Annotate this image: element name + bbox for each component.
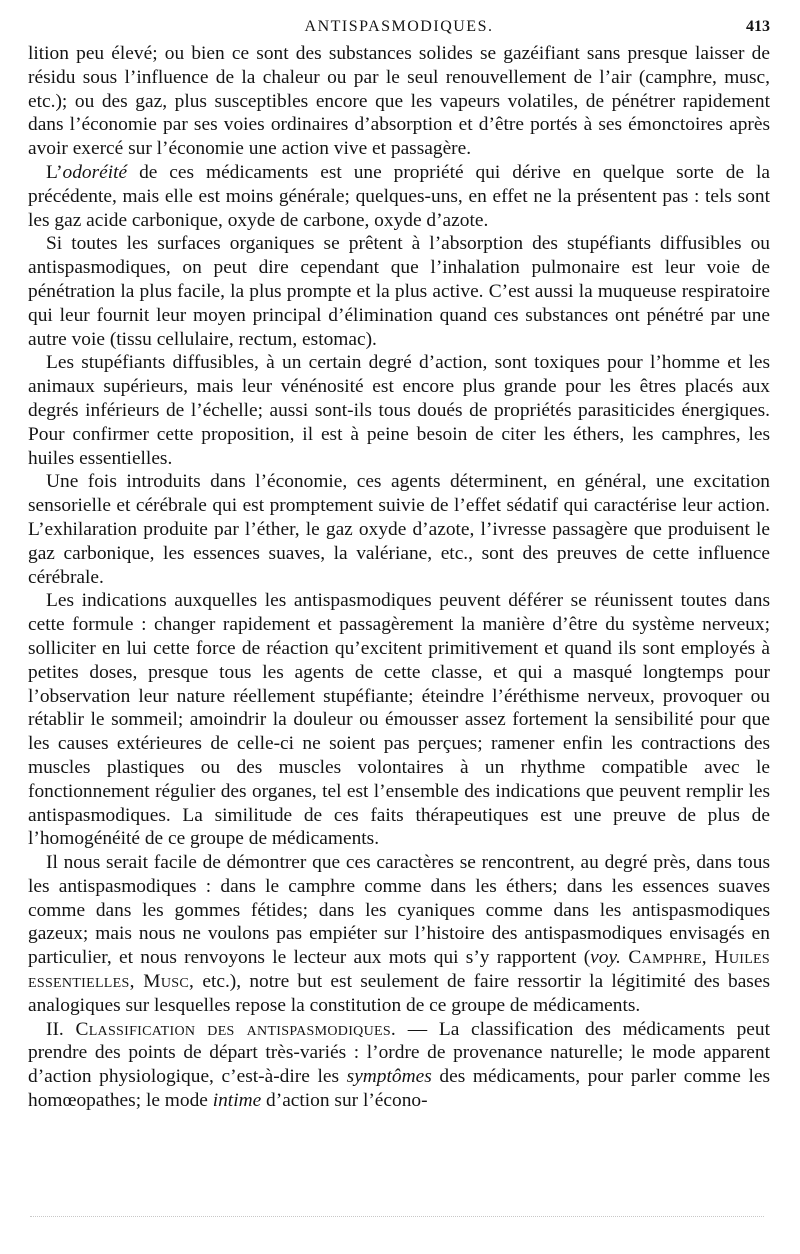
paragraph-text: — La classification des médicaments peut prendre des points de départ très-variés : l’ordre de provenance naturelle; le mode apparent d’action physiologique, c’est-à-dire les [28, 1018, 770, 1088]
document-page [28, 14, 770, 1113]
italic-term-symptomes: symptômes [346, 1066, 432, 1088]
paragraph-text: d’action sur l’écono- [261, 1090, 428, 1112]
italic-term-odoreite: odoréité [62, 161, 128, 183]
paragraph-classification [28, 1018, 770, 1113]
page-number: 413 [746, 18, 770, 35]
paragraph-text: Il nous serait facile de démontrer que ces caractères se rencontrent, au degré près, dans tous les antispasmodiques : dans le camphre comme dans les éthers; dans les essences suaves comme dans les gommes fétides; dans les cyaniques comme dans les antispasmodiques gazeux; mais nous ne voulons pas empiéter sur l’histoire des antispasmodiques envisagés en particulier, et nous renvoyons le lecteur aux mots qui s’y rapportent ( [28, 852, 770, 969]
italic-term-intime: intime [212, 1090, 262, 1112]
paragraph-absorption: Si toutes les surfaces organiques se prêtent à l’absorption des stupéfiants diffusibles ou antispasmodiques, on peut dire cependant que l’inhalation pulmonaire est leur voie de pénétration la plus facile, la plus prompte et la plus active. C’est aussi la muqueuse respiratoire qui leur fournit leur moyen principal d’élimination quand ces substances ont pénétré par une autre voie (tissu cellulaire, rectum, estomac). [28, 233, 770, 350]
paragraph-lead: L’ [46, 161, 63, 183]
footer-rule [30, 1216, 764, 1217]
section-heading: Classification des antispasmodiques. [75, 1018, 397, 1040]
running-head [28, 14, 770, 42]
body-text [28, 42, 770, 1113]
paragraph-characters [28, 851, 770, 1018]
italic-voy: voy. [590, 947, 621, 969]
paragraph-continuation: lition peu élevé; ou bien ce sont des substances solides se gazéifiant sans presque laisser de résidu sous l’influence de la chaleur ou par le seul renouvellement de l’air (camphre, musc, etc.); ou des gaz, plus susceptibles encore que les vapeurs volatiles, de pénétrer rapidement dans l’économie par ses voies ordinaires d’absorption et d’être portés à ses émonctoires après avoir exercé sur l’économie une action vive et passagère. [28, 43, 770, 160]
paragraph-text: des médicaments, pour parler comme les homœopathes; le mode [28, 1066, 770, 1112]
paragraph-excitation: Une fois introduits dans l’économie, ces agents déterminent, en général, une excitation sensorielle et cérébrale qui est promptement suivie de l’effet sédatif qui caractérise leur action. L’exhilaration produite par l’éther, le gaz oxyde d’azote, l’ivresse passagère que produisent le gaz carbonique, les essences suaves, la valériane, etc., sont des preuves de cette influence cérébrale. [28, 471, 770, 588]
section-numeral: II. [46, 1018, 76, 1040]
paragraph-indications: Les indications auxquelles les antispasmodiques peuvent déférer se réunissent toutes dans cette formule : changer rapidement et passagèrement la manière d’être du système nerveux; solliciter en lui cette force de réaction qu’excitent primitivement et quand ils sont employés à petites doses, presque tous les agents de cette classe, et qui a masqué longtemps pour l’observation leur nature réellement stupéfiante; éteindre l’éréthisme nerveux, provoquer ou rétablir le sommeil; amoindrir la douleur ou émousser assez fortement la sensibilité pour que les causes extérieures de celle-ci ne soient pas perçues; ramener enfin les contractions des muscles plastiques ou des muscles volontaires à un rhythme compatible avec le fonctionnement régulier des organes, tel est l’ensemble des indications que peuvent remplir les antispasmodiques. La similitude de ces faits thérapeutiques est une preuve de plus de l’homogénéité de ce groupe de médicaments. [28, 590, 770, 850]
paragraph-text: de ces médicaments est une propriété qui dérive en quelque sorte de la précédente, mais elle est moins générale; quelques-uns, en effet ne la présentent pas : tels sont les gaz acide carbonique, oxyde de carbone, oxyde d’azote. [28, 161, 770, 231]
cross-references: Camphre, Huiles essentielles, Musc, [28, 947, 770, 993]
paragraph-text: etc.), notre but est seulement de faire ressortir la légitimité des bases analogiques sur lesquelles repose la constitution de ce groupe de médicaments. [28, 971, 770, 1016]
paragraph-odoreite [28, 161, 770, 232]
running-title: ANTISPASMODIQUES. [304, 18, 494, 35]
paragraph-toxicity: Les stupéfiants diffusibles, à un certain degré d’action, sont toxiques pour l’homme et les animaux supérieurs, mais leur vénénosité est encore plus grande pour les êtres placés aux degrés inférieurs de l’échelle; aussi sont-ils tous doués de propriétés parasiticides énergiques. Pour confirmer cette proposition, il est à peine besoin de citer les éthers, les camphres, les huiles essentielles. [28, 352, 770, 469]
